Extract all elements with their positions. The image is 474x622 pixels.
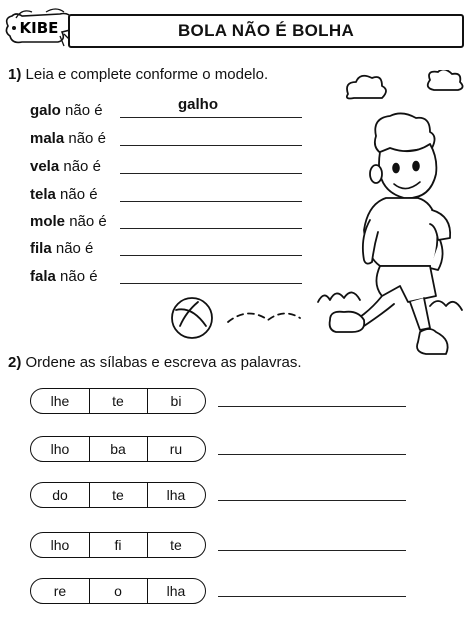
syllable-divider — [89, 533, 90, 557]
exercise-row — [30, 130, 106, 152]
syllable: bi — [170, 393, 182, 409]
syllable: te — [170, 537, 182, 553]
syllable: ba — [110, 441, 126, 457]
exercise-word: mole — [30, 213, 66, 230]
answer-line[interactable] — [218, 406, 406, 407]
exercise-suffix: não é — [60, 268, 98, 285]
syllable: do — [52, 487, 68, 503]
syllable: lha — [166, 583, 186, 599]
exercise-suffix: não é — [60, 186, 98, 203]
exercise-suffix: não é — [65, 102, 103, 119]
syllable-box — [30, 578, 206, 604]
syllable: ru — [169, 441, 183, 457]
exercise-suffix: não é — [63, 158, 101, 175]
syllable-box — [30, 532, 206, 558]
syllable-divider — [89, 437, 90, 461]
title-banner — [68, 14, 464, 48]
exercise-row — [30, 213, 107, 235]
exercise-word: fala — [30, 268, 56, 285]
answer-line[interactable] — [218, 596, 406, 597]
syllable: te — [112, 487, 124, 503]
syllable-divider — [147, 579, 148, 603]
model-answer: galho — [178, 96, 218, 113]
cloud-icon — [347, 76, 386, 99]
answer-line[interactable] — [218, 500, 406, 501]
answer-line[interactable] — [218, 550, 406, 551]
exercise-word: galo — [30, 102, 61, 119]
syllable-divider — [147, 389, 148, 413]
cloud-icon — [428, 70, 463, 90]
syllable: te — [112, 393, 124, 409]
exercise-suffix: não é — [69, 213, 107, 230]
answer-line[interactable] — [218, 454, 406, 455]
exercise-row — [30, 102, 103, 124]
exercise-row — [30, 268, 98, 290]
syllable-divider — [147, 437, 148, 461]
syllable: lhe — [50, 393, 70, 409]
syllable: o — [114, 583, 122, 599]
exercise-word: mala — [30, 130, 65, 147]
syllable-divider — [89, 389, 90, 413]
syllable: lha — [166, 487, 186, 503]
exercise-row — [30, 240, 93, 262]
syllable-divider — [147, 483, 148, 507]
syllable: re — [53, 583, 67, 599]
syllable-divider — [89, 579, 90, 603]
question-2-number: 2) — [8, 354, 22, 371]
question-1-instruction: Leia e complete conforme o modelo. — [25, 66, 269, 83]
exercise-word: vela — [30, 158, 60, 175]
exercise-word: tela — [30, 186, 56, 203]
syllable-divider — [147, 533, 148, 557]
exercise-suffix: não é — [55, 240, 94, 257]
exercise-row — [30, 186, 98, 208]
syllable-box — [30, 436, 206, 462]
kibe-logo — [2, 4, 76, 52]
logo-text: KIBE — [19, 19, 59, 37]
question-2-instruction: Ordene as sílabas e escreva as palavras. — [25, 354, 302, 371]
exercise-word: fila — [30, 240, 52, 257]
question-1-number: 1) — [8, 66, 22, 83]
exercise-suffix: não é — [68, 130, 106, 147]
syllable: fi — [114, 537, 122, 553]
exercise-row — [30, 158, 101, 180]
syllable-divider — [89, 483, 90, 507]
syllable-box — [30, 482, 206, 508]
syllable: lho — [50, 441, 70, 457]
syllable-box — [30, 388, 206, 414]
question-2-heading — [8, 354, 302, 371]
page-title: BOLA NÃO É BOLHA — [177, 21, 355, 40]
syllable: lho — [50, 537, 70, 553]
boy-kicking-ball-illustration — [168, 70, 474, 370]
